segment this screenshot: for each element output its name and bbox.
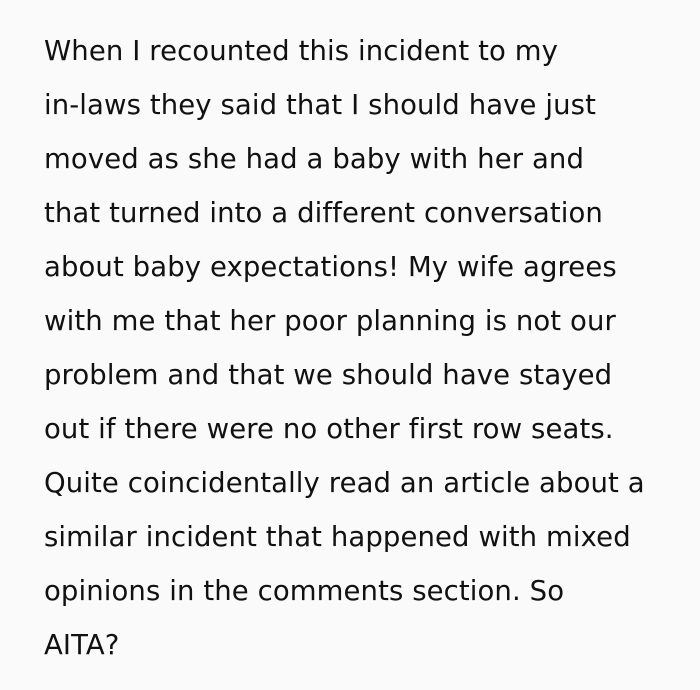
text-line: with me that her poor planning is not our (44, 305, 616, 337)
text-line: in-laws they said that I should have just (44, 89, 596, 121)
text-line: AITA? (44, 629, 120, 661)
text-line: opinions in the comments section. So (44, 575, 565, 607)
text-line: about baby expectations! My wife agrees (44, 251, 617, 283)
text-line: problem and that we should have stayed (44, 359, 613, 391)
text-line: out if there were no other first row seats. (44, 413, 614, 445)
text-line: When I recounted this incident to my (44, 35, 558, 67)
text-line: Quite coincidentally read an article about a (44, 467, 645, 499)
text-line: that turned into a different conversation (44, 197, 603, 229)
text-line: moved as she had a baby with her and (44, 143, 585, 175)
text-line: similar incident that happened with mixed (44, 521, 631, 553)
